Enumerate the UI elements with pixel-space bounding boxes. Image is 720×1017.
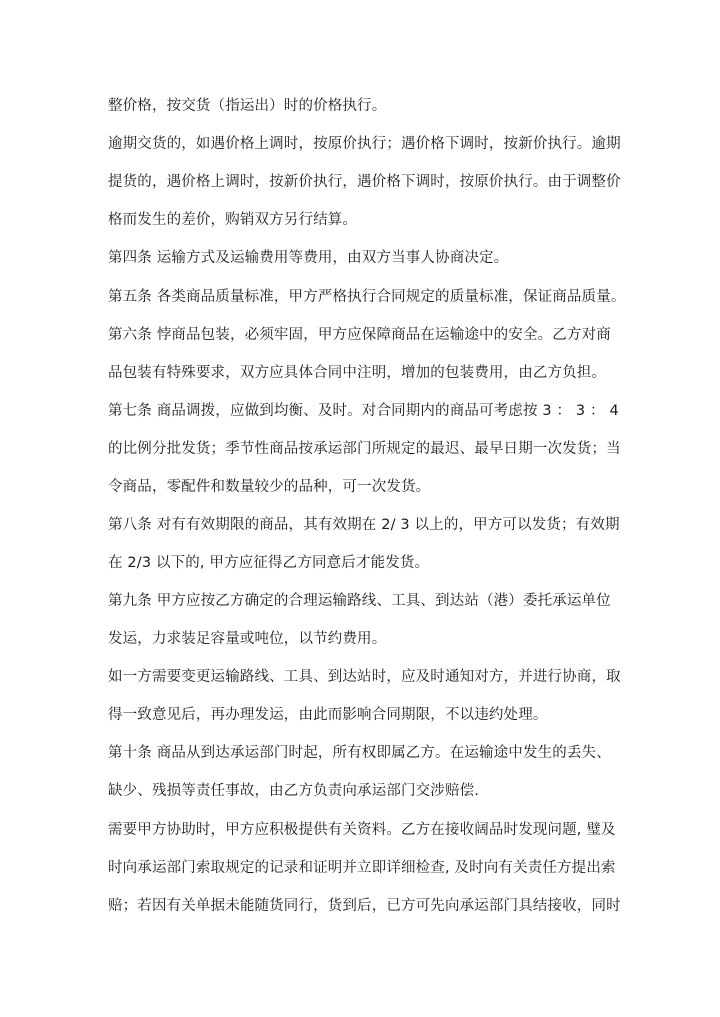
- text-line: 需要甲方协助时，甲方应积极提供有关资料。乙方在接收阔品时发现问题, 璧及: [108, 822, 616, 838]
- text-line: 第七条 商品调拨，应做到均衡、及时。对合同期内的商品可考虑按 3 ： 3 ： 4: [108, 403, 619, 419]
- text-line: 提货的，遇价格上调时，按新价执行，遇价格下调时，按原价执行。由于调整价: [108, 174, 621, 190]
- text-line: 赔；若因有关单据未能随货同行，货到后，已方可先向承运部门具结接收，同时: [108, 898, 621, 914]
- text-line: 第十条 商品从到达承运部门时起，所有权即属乙方。在运输途中发生的丢失、: [108, 745, 611, 761]
- text-line: 如一方需要变更运输路线、工具、到达站时，应及时通知对方，并进行协商，取: [108, 669, 621, 685]
- text-line: 第八条 对有有效期限的商品，其有效期在 2/ 3 以上的，甲方可以发货；有效期: [108, 517, 620, 533]
- text-line: 缺少、残损等责任事故，由乙方负责向承运部门交涉赔偿.: [108, 783, 480, 799]
- text-line: 时向承运部门索取规定的记录和证明并立即详细检查, 及时向有关责任方提出索: [108, 860, 616, 876]
- text-line: 品包装有特殊要求，双方应具体合同中注明，增加的包装费用，由乙方负担。: [108, 365, 607, 381]
- text-line: 整价格，按交货（指运出）时的价格执行。: [108, 98, 387, 114]
- text-line: 第四条 运输方式及运输费用等费用，由双方当事人协商决定。: [108, 250, 509, 266]
- text-line: 第五条 各类商品质量标准，甲方严格执行合同规定的质量标准，保证商品质量。: [108, 289, 626, 305]
- text-line: 第九条 甲方应按乙方确定的合理运输路线、工具、到达站（港）委托承运单位: [108, 593, 611, 609]
- text-line: 发运，力求装足容量或吨位，以节约费用。: [108, 631, 387, 647]
- text-line: 逾期交货的，如遇价格上调时，按原价执行；遇价格下调时，按新价执行。逾期: [108, 136, 621, 152]
- text-line: 令商品，零配件和数量较少的品种，可一次发货。: [108, 479, 431, 495]
- text-line: 得一致意见后，再办理发运，由此而影响合同期限，不以违约处理。: [108, 707, 548, 723]
- text-line: 第六条 悖商品包装，必须牢固，甲方应保障商品在运输途中的安全。乙方对商: [108, 327, 611, 343]
- text-line: 在 2/3 以下的, 甲方应征得乙方同意后才能发货。: [108, 555, 430, 571]
- text-line: 格而发生的差价，购销双方另行结算。: [108, 212, 358, 228]
- text-line: 的比例分批发货；季节性商品按承运部门所规定的最迟、最早日期一次发货；当: [108, 441, 621, 457]
